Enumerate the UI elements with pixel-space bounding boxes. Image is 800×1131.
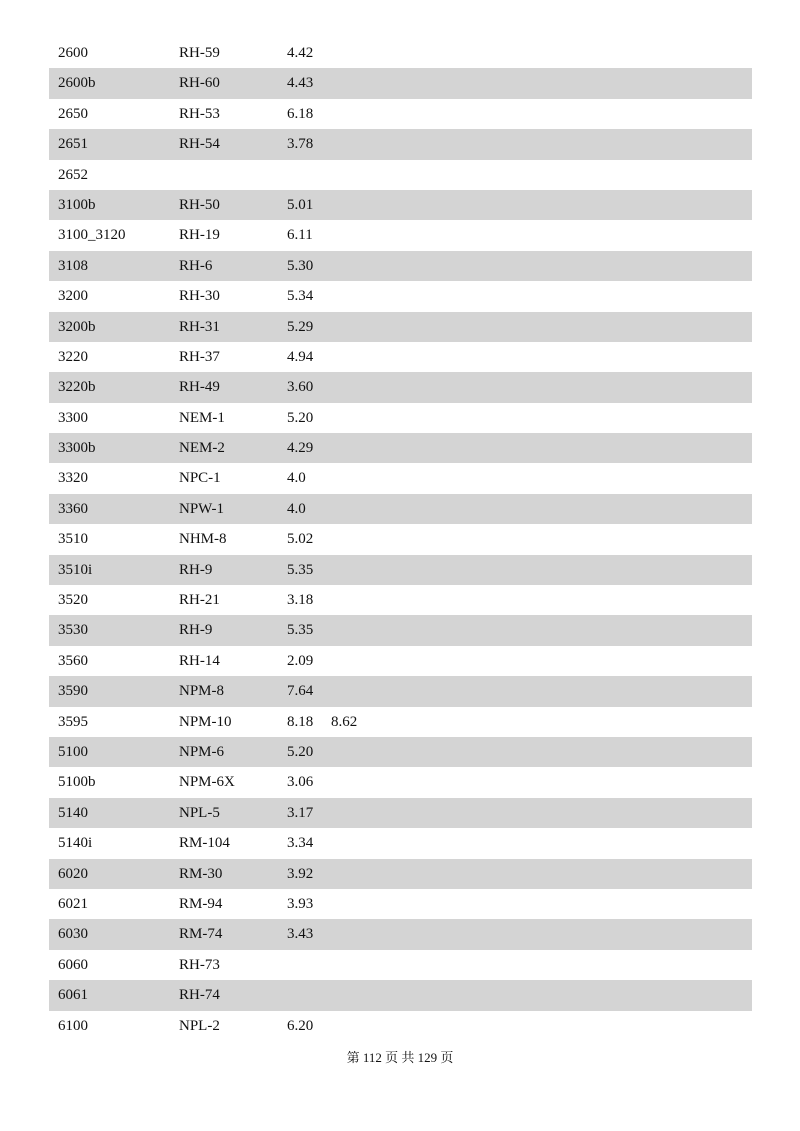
table-cell: 4.43 xyxy=(287,75,314,92)
table-cell: 3300 xyxy=(58,409,88,426)
table-cell: 5.29 xyxy=(287,318,314,335)
table-row xyxy=(49,859,752,889)
table-cell: 5.35 xyxy=(287,561,314,578)
table-cell: NHM-8 xyxy=(179,531,227,548)
table-cell: RH-21 xyxy=(179,592,220,609)
table-cell: 6.11 xyxy=(287,227,313,244)
table-row xyxy=(49,980,752,1010)
table-cell: 5.35 xyxy=(287,622,314,639)
table-cell: 5140 xyxy=(58,804,88,821)
table-cell: NPC-1 xyxy=(179,470,221,487)
table-cell: RH-6 xyxy=(179,257,213,274)
table-cell: RH-19 xyxy=(179,227,220,244)
table-row xyxy=(49,919,752,949)
table-row xyxy=(49,342,752,372)
table-cell: 3300b xyxy=(58,440,96,457)
table-cell: 3360 xyxy=(58,500,88,517)
table-cell: 3200 xyxy=(58,288,88,305)
table-cell: NEM-2 xyxy=(179,440,225,457)
table-cell: RH-74 xyxy=(179,987,220,1004)
table-cell: 3595 xyxy=(58,713,88,730)
table-cell: RM-30 xyxy=(179,865,223,882)
table-cell: 5.34 xyxy=(287,288,314,305)
table-cell: RH-37 xyxy=(179,348,220,365)
table-cell: RH-9 xyxy=(179,622,213,639)
table-row xyxy=(49,950,752,980)
table-row xyxy=(49,889,752,919)
table-cell: 6061 xyxy=(58,987,88,1004)
table-row xyxy=(49,707,752,737)
table-cell: RH-73 xyxy=(179,956,220,973)
table-cell: 5140i xyxy=(58,835,93,852)
table-cell: 6060 xyxy=(58,956,88,973)
table-cell: 3510 xyxy=(58,531,88,548)
table-cell: 3.34 xyxy=(287,835,314,852)
table-row xyxy=(49,615,752,645)
table-cell: RH-60 xyxy=(179,75,220,92)
table-row xyxy=(49,220,752,250)
table-row xyxy=(49,463,752,493)
table-cell: 3520 xyxy=(58,592,88,609)
table-cell: NEM-1 xyxy=(179,409,225,426)
table-cell: 3220 xyxy=(58,348,88,365)
table-cell: 3.06 xyxy=(287,774,314,791)
table-cell: RH-9 xyxy=(179,561,213,578)
table-row xyxy=(49,251,752,281)
data-table xyxy=(49,38,752,1041)
table-cell: 3.17 xyxy=(287,804,314,821)
table-row xyxy=(49,38,752,68)
table-cell: 5.20 xyxy=(287,743,314,760)
table-row xyxy=(49,372,752,402)
table-cell: 4.94 xyxy=(287,348,314,365)
table-row xyxy=(49,555,752,585)
table-cell: 2600b xyxy=(58,75,96,92)
table-cell: 4.42 xyxy=(287,45,314,61)
table-cell: NPM-8 xyxy=(179,683,225,700)
table-cell: 6030 xyxy=(58,926,88,943)
table-cell: RM-74 xyxy=(179,926,223,943)
table-cell: 5.20 xyxy=(287,409,314,426)
table-cell: 3.60 xyxy=(287,379,314,396)
table-cell: 4.0 xyxy=(287,500,306,517)
table-row xyxy=(49,646,752,676)
table-cell: 3.78 xyxy=(287,136,314,153)
table-cell: 8.62 xyxy=(331,713,358,730)
table-row xyxy=(49,129,752,159)
table-cell: 4.0 xyxy=(287,470,306,487)
table-cell: RH-59 xyxy=(179,45,220,61)
table-cell: RH-30 xyxy=(179,288,220,305)
table-cell: NPL-5 xyxy=(179,804,220,821)
page-footer: 第 112 页 共 129 页 xyxy=(346,1050,454,1065)
table-row xyxy=(49,312,752,342)
table-cell: 3.93 xyxy=(287,895,314,912)
table-row xyxy=(49,737,752,767)
table-cell: 3220b xyxy=(58,379,96,396)
table-cell: 3108 xyxy=(58,257,88,274)
table-row xyxy=(49,190,752,220)
table-cell: RM-94 xyxy=(179,895,223,912)
table-cell: 2600 xyxy=(58,45,88,61)
table-cell: RH-54 xyxy=(179,136,220,153)
table-cell: NPL-2 xyxy=(179,1017,220,1034)
table-cell: 5.01 xyxy=(287,196,314,213)
table-cell: 8.18 xyxy=(287,713,314,730)
table-row xyxy=(49,433,752,463)
table-row xyxy=(49,798,752,828)
table-cell: 2650 xyxy=(58,105,88,122)
table-cell: 3200b xyxy=(58,318,96,335)
table-row xyxy=(49,160,752,190)
table-row xyxy=(49,828,752,858)
table-cell: RH-31 xyxy=(179,318,220,335)
table-cell: NPM-10 xyxy=(179,713,232,730)
table-cell: 3100_3120 xyxy=(58,227,126,244)
table-cell: 3.92 xyxy=(287,865,314,882)
table-cell: 3.18 xyxy=(287,592,314,609)
table-cell: 3560 xyxy=(58,652,88,669)
table-cell: 6020 xyxy=(58,865,88,882)
table-cell: 3510i xyxy=(58,561,93,578)
table-cell: 2652 xyxy=(58,166,88,183)
table-cell: 7.64 xyxy=(287,683,314,700)
table-cell: 2651 xyxy=(58,136,88,153)
table-cell: 5100 xyxy=(58,743,88,760)
table-row xyxy=(49,403,752,433)
table-cell: RH-53 xyxy=(179,105,220,122)
table-cell: 6.18 xyxy=(287,105,314,122)
table-cell: RH-49 xyxy=(179,379,220,396)
table-cell: 5100b xyxy=(58,774,96,791)
table-row xyxy=(49,68,752,98)
table-cell: 6100 xyxy=(58,1017,88,1034)
table-cell: 6.20 xyxy=(287,1017,314,1034)
table-row xyxy=(49,99,752,129)
table-cell: 4.29 xyxy=(287,440,314,457)
table-cell: NPW-1 xyxy=(179,500,224,517)
table-cell: 2.09 xyxy=(287,652,314,669)
table-cell: 6021 xyxy=(58,895,88,912)
table-row xyxy=(49,585,752,615)
table-cell: RH-14 xyxy=(179,652,220,669)
table-row xyxy=(49,676,752,706)
table-row xyxy=(49,494,752,524)
table-cell: NPM-6X xyxy=(179,774,235,791)
table-row xyxy=(49,524,752,554)
table-row xyxy=(49,1011,752,1041)
table-cell: 3530 xyxy=(58,622,88,639)
table-cell: 3.43 xyxy=(287,926,314,943)
table-cell: 3320 xyxy=(58,470,88,487)
table-cell: RM-104 xyxy=(179,835,230,852)
table-cell: 3100b xyxy=(58,196,96,213)
table-row xyxy=(49,281,752,311)
table-cell: 3590 xyxy=(58,683,88,700)
table-cell: 5.30 xyxy=(287,257,314,274)
table-cell: RH-50 xyxy=(179,196,220,213)
table-row xyxy=(49,767,752,797)
table-cell: 5.02 xyxy=(287,531,314,548)
table-cell: NPM-6 xyxy=(179,743,225,760)
